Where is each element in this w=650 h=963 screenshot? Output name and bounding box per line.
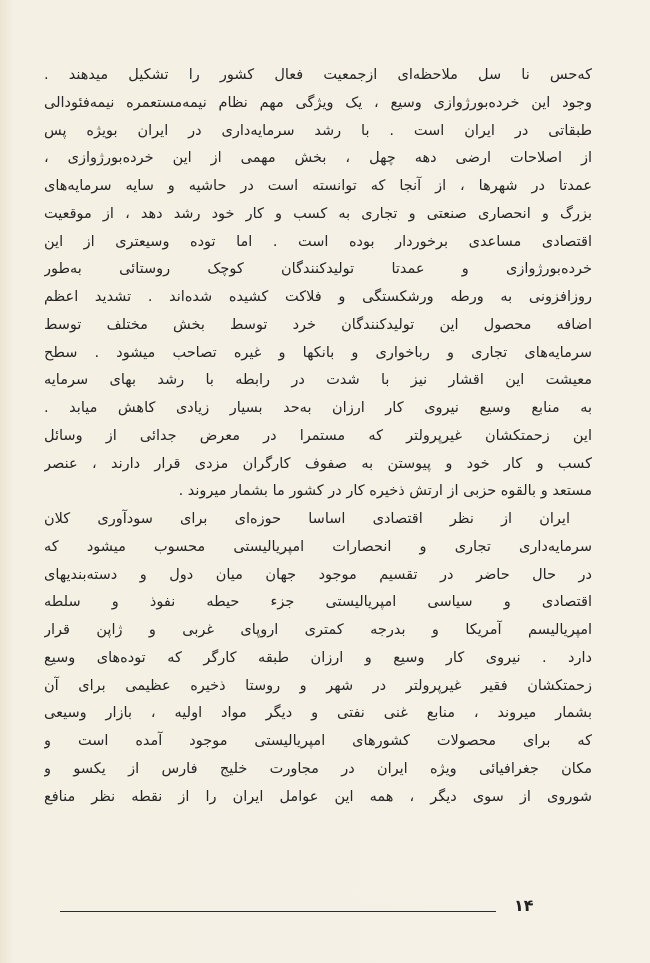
text-line: سرمایه‌های تجاری و رباخواری و بانکها و غیره تصاحب میشود . سطح [44, 344, 592, 361]
text-line: سرمایه‌داری تجاری و انحصارات امپریالیستی محسوب میشود که [44, 538, 592, 555]
text-line: که‌حس نا سل ملاحظه‌ای ازجمعیت فعال کشور را تشکیل میدهند . [44, 67, 592, 83]
text-line: کسب و کار خود و پیوستن به صفوف کارگران مزدی قرار دارند ، عنصر [44, 455, 592, 472]
text-line: روزافزونی به ورطه ورشکستگی و فلاکت کشیده شده‌اند . تشدید اعظم [44, 289, 592, 305]
text-line: اقتصادی و سیاسی امپریالیستی جزء حیطه نفوذ و سلطه [44, 594, 592, 611]
body-text [44, 62, 592, 811]
text-line: عمدتا در شهرها ، از آنجا که توانسته است در حاشیه و سایه سرمایه‌های [44, 178, 592, 194]
text-line: در حال حاضر در تقسیم موجود جهان میان دول و دسته‌بندیهای [44, 566, 592, 583]
footer-divider [60, 911, 496, 912]
page-number: ۱۴ [514, 896, 534, 915]
text-line: بشمار میروند ، منابع غنی نفتی و دیگر مواد اولیه ، بازار وسیعی [44, 705, 592, 722]
text-line: به منابع وسیع نیروی کار ارزان به‌حد بسیار زیادی کاهش میابد . [44, 400, 592, 416]
text-line: مکان جغرافیائی ویژه ایران در مجاورت خلیج فارس از یکسو و [44, 760, 592, 777]
text-line: مستعد و بالقوه‌ حزبی از ارتش ذخیره کار در کشور ما بشمار میروند . [178, 483, 592, 500]
text-line: امپریالیسم آمریکا و بدرجه کمتری اروپای غربی و ژاپن قرار [44, 622, 592, 638]
text-line: خرده‌بورژوازی و عمدتا تولیدکنندگان کوچک روستائی به‌طور [44, 261, 592, 278]
text-line: معیشت این اقشار نیز با شدت در رابطه با رشد بهای سرمایه [44, 372, 592, 389]
text-line: اضافه محصول این تولیدکنندگان خرد توسط بخش مختلف توسط [44, 316, 592, 333]
text-line: شوروی از سوی دیگر ، همه این عوامل ایران را از نقطه نظر منافع [44, 788, 592, 805]
text-line: وجود این خرده‌بورژوازی وسیع ، یک ویژگی مهم نظام نیمه‌مستعمره نیمه‌فئودالی [44, 94, 592, 111]
text-line: طبقاتی در ایران است . با رشد سرمایه‌داری در ایران بویژه پس [44, 122, 592, 139]
text-line: ایران از نظر اقتصادی اساسا حوزه‌ای برای سودآوری کلان [44, 511, 570, 527]
text-line: دارد . نیروی کار وسیع و ارزان طبقه کارگر که توده‌های وسیع [44, 649, 592, 666]
text-line: که برای محصولات کشورهای امپریالیستی موجود آمده است و [44, 733, 592, 749]
text-line: این زحمتکشان غیرپرولتر که مستمرا در معرض جدائی از وسائل [44, 427, 592, 444]
text-line: زحمتکشان فقیر غیرپرولتر در شهر و روستا ذخیره عظیمی برای آن [44, 677, 592, 694]
text-line: اقتصادی مساعدی برخوردار بوده است . اما توده وسیعتری از این [44, 233, 592, 250]
text-line: از اصلاحات ارضی دهه چهل ، بخش مهمی از این خرده‌بورژوازی ، [44, 150, 592, 167]
text-line: بزرگ و انحصاری صنعتی و تجاری به کسب و کار خود رشد دهد ، از موقعیت [44, 205, 592, 222]
